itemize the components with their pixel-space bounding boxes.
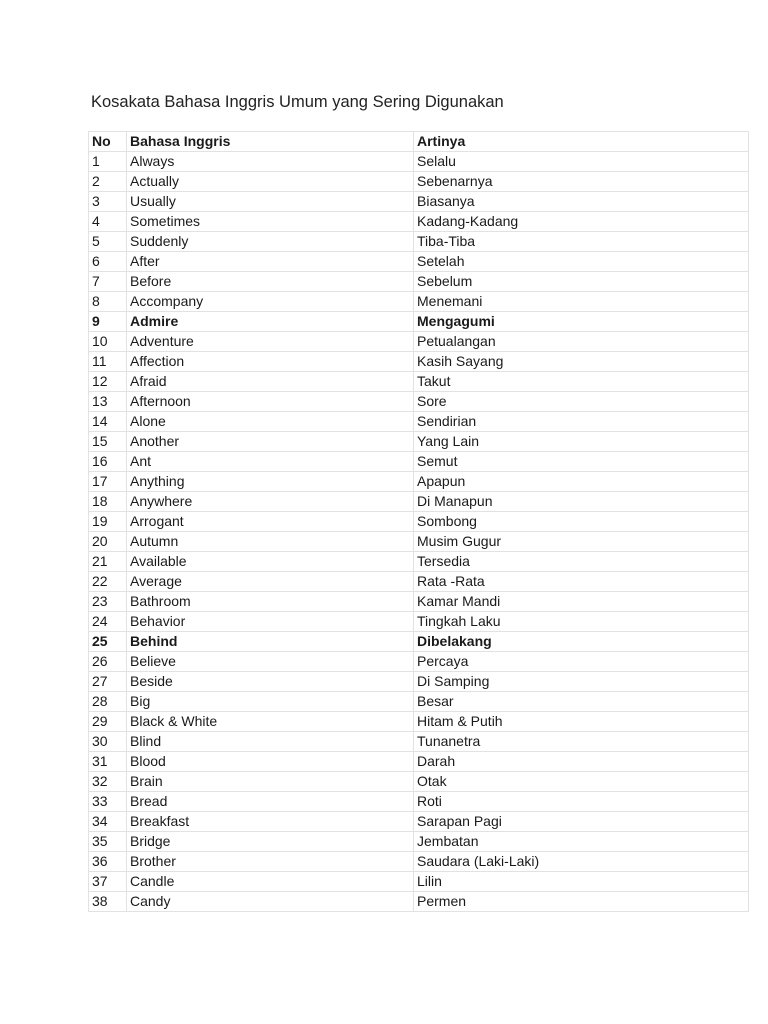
table-row [89,292,749,312]
cell-no: 26 [89,652,127,672]
table-row [89,592,749,612]
cell-meaning: Petualangan [414,332,749,352]
cell-english: Behavior [127,612,414,632]
cell-english: Bathroom [127,592,414,612]
cell-english: Average [127,572,414,592]
table-row [89,272,749,292]
cell-english: Bridge [127,832,414,852]
cell-english: Black & White [127,712,414,732]
table-header-row [89,132,749,152]
table-row [89,172,749,192]
cell-english: Believe [127,652,414,672]
cell-meaning: Lilin [414,872,749,892]
cell-meaning: Kamar Mandi [414,592,749,612]
cell-no: 35 [89,832,127,852]
cell-meaning: Semut [414,452,749,472]
cell-meaning: Dibelakang [414,632,749,652]
cell-english: Bread [127,792,414,812]
table-row [89,312,749,332]
cell-no: 1 [89,152,127,172]
cell-meaning: Besar [414,692,749,712]
cell-english: After [127,252,414,272]
cell-meaning: Saudara (Laki-Laki) [414,852,749,872]
cell-english: Beside [127,672,414,692]
cell-meaning: Hitam & Putih [414,712,749,732]
cell-english: Affection [127,352,414,372]
cell-meaning: Darah [414,752,749,772]
cell-meaning: Tunanetra [414,732,749,752]
cell-no: 18 [89,492,127,512]
table-row [89,552,749,572]
cell-english: Behind [127,632,414,652]
cell-english: Adventure [127,332,414,352]
cell-meaning: Sebelum [414,272,749,292]
cell-meaning: Permen [414,892,749,912]
cell-no: 34 [89,812,127,832]
table-row [89,812,749,832]
table-row [89,232,749,252]
table-row [89,372,749,392]
cell-meaning: Sore [414,392,749,412]
cell-meaning: Biasanya [414,192,749,212]
header-meaning: Artinya [414,132,749,152]
table-row [89,752,749,772]
table-row [89,632,749,652]
cell-no: 38 [89,892,127,912]
cell-meaning: Kadang-Kadang [414,212,749,232]
cell-no: 2 [89,172,127,192]
cell-english: Another [127,432,414,452]
cell-no: 33 [89,792,127,812]
table-row [89,672,749,692]
cell-no: 23 [89,592,127,612]
cell-english: Always [127,152,414,172]
cell-no: 4 [89,212,127,232]
cell-english: Before [127,272,414,292]
cell-no: 25 [89,632,127,652]
table-body [89,152,749,912]
vocabulary-table [88,131,749,912]
cell-no: 6 [89,252,127,272]
cell-meaning: Rata -Rata [414,572,749,592]
table-row [89,152,749,172]
cell-no: 28 [89,692,127,712]
cell-english: Brain [127,772,414,792]
cell-english: Breakfast [127,812,414,832]
cell-no: 15 [89,432,127,452]
table-row [89,712,749,732]
cell-meaning: Kasih Sayang [414,352,749,372]
cell-meaning: Tingkah Laku [414,612,749,632]
cell-no: 13 [89,392,127,412]
cell-english: Actually [127,172,414,192]
table-row [89,732,749,752]
cell-no: 37 [89,872,127,892]
cell-english: Candle [127,872,414,892]
cell-no: 7 [89,272,127,292]
table-row [89,432,749,452]
cell-no: 5 [89,232,127,252]
table-row [89,252,749,272]
cell-meaning: Sombong [414,512,749,532]
table-row [89,512,749,532]
cell-no: 11 [89,352,127,372]
cell-no: 12 [89,372,127,392]
cell-no: 24 [89,612,127,632]
cell-meaning: Yang Lain [414,432,749,452]
cell-english: Candy [127,892,414,912]
table-row [89,472,749,492]
cell-meaning: Setelah [414,252,749,272]
cell-no: 16 [89,452,127,472]
cell-meaning: Jembatan [414,832,749,852]
table-row [89,572,749,592]
cell-english: Sometimes [127,212,414,232]
cell-no: 8 [89,292,127,312]
table-row [89,192,749,212]
table-row [89,792,749,812]
table-row [89,392,749,412]
cell-no: 20 [89,532,127,552]
table-row [89,892,749,912]
table-row [89,872,749,892]
cell-meaning: Di Manapun [414,492,749,512]
table-row [89,352,749,372]
cell-english: Alone [127,412,414,432]
cell-meaning: Sendirian [414,412,749,432]
cell-english: Usually [127,192,414,212]
cell-meaning: Tersedia [414,552,749,572]
cell-no: 3 [89,192,127,212]
table-row [89,652,749,672]
cell-english: Admire [127,312,414,332]
table-row [89,532,749,552]
table-row [89,412,749,432]
cell-english: Anything [127,472,414,492]
table-row [89,772,749,792]
cell-english: Available [127,552,414,572]
cell-meaning: Apapun [414,472,749,492]
cell-meaning: Tiba-Tiba [414,232,749,252]
cell-meaning: Di Samping [414,672,749,692]
cell-english: Blind [127,732,414,752]
cell-meaning: Sebenarnya [414,172,749,192]
cell-meaning: Otak [414,772,749,792]
table-row [89,452,749,472]
cell-no: 22 [89,572,127,592]
cell-meaning: Mengagumi [414,312,749,332]
table-row [89,492,749,512]
cell-english: Big [127,692,414,712]
cell-meaning: Roti [414,792,749,812]
cell-english: Autumn [127,532,414,552]
cell-no: 36 [89,852,127,872]
table-row [89,332,749,352]
cell-english: Suddenly [127,232,414,252]
table-row [89,832,749,852]
cell-no: 30 [89,732,127,752]
cell-no: 27 [89,672,127,692]
table-row [89,692,749,712]
table-row [89,212,749,232]
cell-meaning: Percaya [414,652,749,672]
cell-meaning: Musim Gugur [414,532,749,552]
cell-meaning: Takut [414,372,749,392]
cell-english: Accompany [127,292,414,312]
cell-english: Afternoon [127,392,414,412]
cell-english: Blood [127,752,414,772]
cell-no: 32 [89,772,127,792]
cell-no: 31 [89,752,127,772]
cell-english: Anywhere [127,492,414,512]
cell-meaning: Menemani [414,292,749,312]
cell-no: 19 [89,512,127,532]
table-row [89,612,749,632]
cell-no: 10 [89,332,127,352]
table-row [89,852,749,872]
cell-meaning: Selalu [414,152,749,172]
cell-english: Arrogant [127,512,414,532]
cell-meaning: Sarapan Pagi [414,812,749,832]
cell-english: Afraid [127,372,414,392]
cell-no: 17 [89,472,127,492]
page-title: Kosakata Bahasa Inggris Umum yang Sering Digunakan [91,93,504,111]
cell-english: Brother [127,852,414,872]
header-english: Bahasa Inggris [127,132,414,152]
cell-english: Ant [127,452,414,472]
cell-no: 9 [89,312,127,332]
header-no: No [89,132,127,152]
cell-no: 29 [89,712,127,732]
cell-no: 21 [89,552,127,572]
cell-no: 14 [89,412,127,432]
